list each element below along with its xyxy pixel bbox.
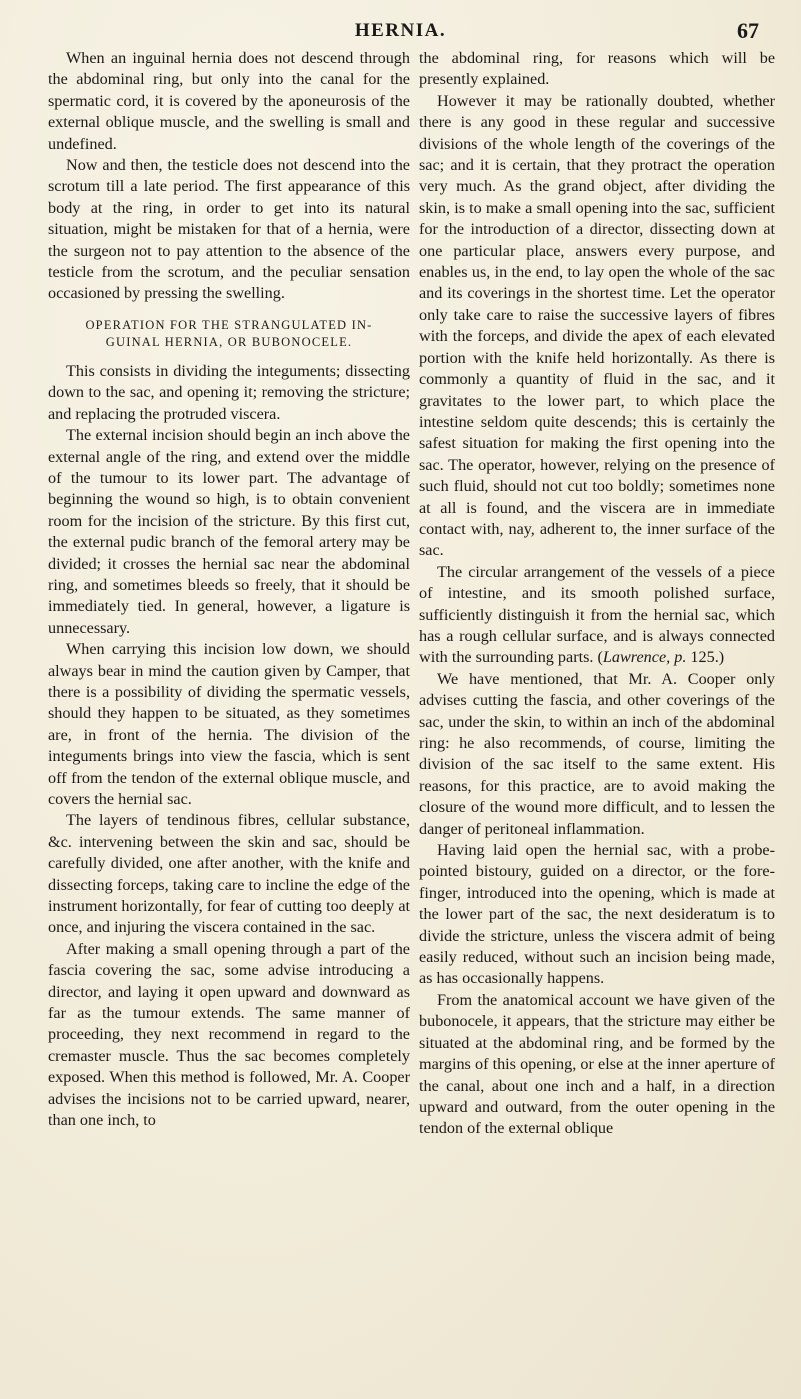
citation: Lawrence, p.	[602, 648, 687, 667]
section-heading-line: OPERATION FOR THE STRANGULATED IN-	[85, 317, 373, 332]
right-column	[419, 48, 775, 1140]
page-header	[0, 18, 801, 48]
paragraph: After making a small opening through a part of the fascia covering the sac, some advise introducing a director, and laying it open upward and downward as far as the tumour extends. The same manner of proceeding, they next recommend in regard to the cremaster muscle. Thus the sac becomes completely exposed. When this method is followed, Mr. A. Cooper advises the incisions not to be carried upward, nearer, than one inch, to	[48, 939, 410, 1130]
paragraph	[419, 562, 775, 669]
running-head: HERNIA.	[354, 20, 447, 41]
paragraph: However it may be rationally doubted, whether there is any good in these regular and successive divisions of the whole length of the coverings of the sac; and it is certain, that they protract the operation very much. As the grand object, after dividing the skin, is to make a small opening into the sac, sufficient for the introduction of a director, dissecting down at one particular place, answers every purpose, and enables us, in the end, to lay open the whole of the sac and its coverings in the shortest time. Let the operator only take care to raise the successive layers of fibres with the forceps, and divide the apex of each elevated portion with the knife held horizontally. As there is commonly a quantity of fluid in the sac, and it gravitates to the lower part, to which place the intestine seldom quite descends; this is certainly the safest situation for making the first opening into the sac. The operator, however, relying on the presence of such fluid, should not cut too boldly; sometimes none at all is found, and the viscera are in immediate contact with, nay, adherent to, the inner surface of the sac.	[419, 91, 775, 560]
paragraph: The external incision should begin an inch above the external angle of the ring, and extend over the middle of the tumour to its lower part. The advantage of beginning the wound so high, is to obtain convenient room for the incision of the stricture. By this first cut, the external pudic branch of the femoral artery may be divided; it crosses the hernial sac near the abdominal ring, and sometimes bleeds so freely, that it should be immediately tied. In general, however, a ligature is unnecessary.	[48, 426, 410, 637]
paragraph: From the anatomical account we have given of the bubonocele, it appears, that the stricture may either be situated at the abdominal ring, and be formed by the margins of this opening, or else at the inner aperture of the canal, about one inch and a half, in a direction upward and outward, from the outer opening in the tendon of the external oblique	[419, 990, 775, 1138]
page-number: 67	[737, 18, 759, 43]
paragraph: When carrying this incision low down, we should always bear in mind the caution given by Camper, that there is a possibility of dividing the spermatic vessels, should they happen to be situated, as they sometimes are, in front of the hernia. The division of the integuments brings into view the fascia, which is sent off from the tendon of the external oblique muscle, and covers the hernial sac.	[48, 640, 410, 808]
paragraph: This consists in dividing the integuments; dissecting down to the sac, and opening it; removing the stricture; and replacing the protruded viscera.	[48, 361, 410, 423]
paragraph: The layers of tendinous fibres, cellular substance, &c. intervening between the skin and sac, should be carefully divided, one after another, with the knife and dissecting forceps, taking care to incline the edge of the instrument horizontally, for fear of cutting too deeply at once, and injuring the viscera contained in the sac.	[48, 811, 410, 937]
left-column	[48, 48, 410, 1132]
paragraph: Having laid open the hernial sac, with a probe-pointed bistoury, guided on a director, or the fore-finger, introduced into the opening, which is made at the lower part of the sac, the next desideratum is to divide the stricture, unless the viscera admit of being easily reduced, without such an incision being made, as has occasionally happens.	[419, 841, 775, 988]
section-heading	[48, 317, 410, 351]
section-heading-line: GUINAL HERNIA, OR BUBONOCELE.	[105, 334, 353, 349]
paragraph: We have mentioned, that Mr. A. Cooper only advises cutting the fascia, and other coverings of the sac, under the skin, to within an inch of the abdominal ring: he also recommends, of course, limiting the division of the sac itself to the same extent. His reasons, for this practice, are to avoid making the closure of the wound more difficult, and to lessen the danger of peritoneal inflammation.	[419, 669, 775, 838]
paragraph: Now and then, the testicle does not descend into the scrotum till a late period. The first appearance of this body at the ring, in order to get into its natural situation, might be mistaken for that of a hernia, were the surgeon not to pay attention to the absence of the testicle from the scrotum, and the peculiar sensation occasioned by pressing the swelling.	[48, 156, 410, 303]
paragraph-text: The circular arrangement of the vessels of a piece of intestine, and its smooth polished surface, sufficiently distinguish it from the hernial sac, which has a rough cellular surface, and is always connected with the surrounding parts. (	[419, 562, 775, 667]
paragraph: the abdominal ring, for reasons which will be presently explained.	[419, 49, 775, 89]
citation-end: 125.)	[686, 648, 725, 667]
paragraph: When an inguinal hernia does not descend through the abdominal ring, but only into the canal for the spermatic cord, it is covered by the aponeurosis of the external oblique muscle, and the swelling is small and undefined.	[48, 49, 410, 153]
